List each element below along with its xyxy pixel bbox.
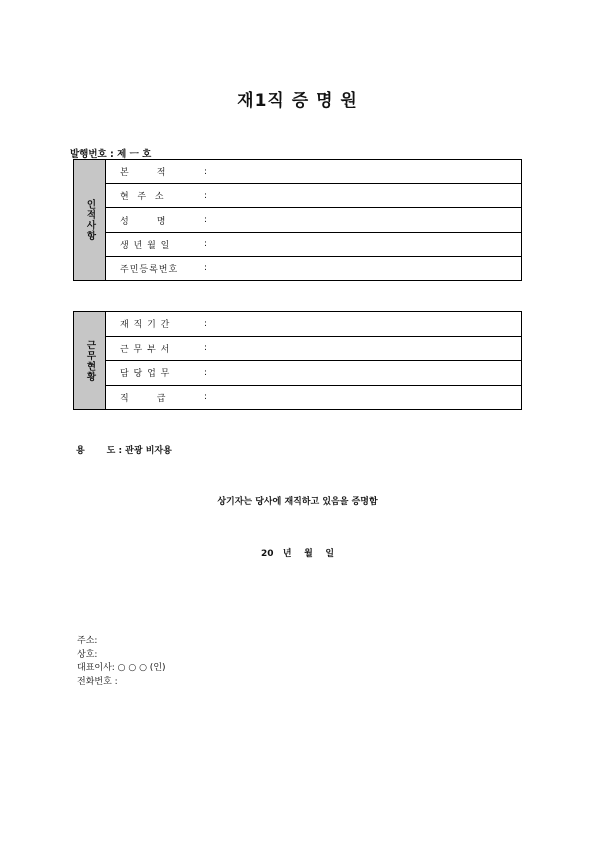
company-address: 주소: xyxy=(77,636,98,646)
row-label: 본 적 xyxy=(120,168,167,179)
personal-row-birthdate xyxy=(106,233,521,257)
personal-info-side-label: 인적사항 xyxy=(84,199,96,241)
personal-row-name xyxy=(106,208,521,232)
certification-statement: 상기자는 당사에 재직하고 있음을 증명함 xyxy=(217,497,378,507)
personal-info-table xyxy=(73,159,522,281)
row-colon: : xyxy=(204,263,208,274)
row-colon: : xyxy=(204,166,208,177)
work-row-department xyxy=(106,337,521,362)
company-info xyxy=(77,635,166,689)
row-colon: : xyxy=(204,343,208,354)
work-status-table xyxy=(73,311,522,410)
row-label: 생 년 월 일 xyxy=(120,240,171,251)
row-colon: : xyxy=(204,239,208,250)
row-colon: : xyxy=(204,215,208,225)
row-label: 직 급 xyxy=(120,393,167,404)
row-label: 근 무 부 서 xyxy=(120,344,171,355)
work-status-side xyxy=(74,312,106,409)
personal-info-side xyxy=(74,160,106,280)
row-label: 주민등록번호 xyxy=(120,264,179,275)
row-colon: : xyxy=(204,392,208,403)
document-title: 재1직 증 명 원 xyxy=(237,91,358,111)
work-row-duty xyxy=(106,361,521,386)
row-label: 재 직 기 간 xyxy=(120,320,171,331)
work-row-rank xyxy=(106,386,521,410)
usage-purpose: 용 도 : 관광 비자용 xyxy=(76,446,172,456)
issue-date: 20 년 월 일 xyxy=(260,549,335,559)
row-label: 현 주 소 xyxy=(120,192,165,203)
work-row-period xyxy=(106,312,521,337)
company-name: 상호: xyxy=(77,649,98,660)
company-ceo: 대표이사: ○ ○ ○ (인) xyxy=(77,663,166,673)
work-status-side-label: 근무현황 xyxy=(84,339,96,382)
row-colon: : xyxy=(204,190,208,201)
row-label: 담 당 업 무 xyxy=(120,369,171,380)
row-label: 성 명 xyxy=(120,216,167,227)
row-colon: : xyxy=(204,318,208,329)
personal-row-domicile xyxy=(106,160,521,184)
personal-row-address xyxy=(106,184,521,208)
personal-row-resident-number xyxy=(106,257,521,280)
issue-number: 발행번호 : 제 ㅡ 호 xyxy=(70,149,152,160)
company-phone: 전화번호 : xyxy=(77,676,118,687)
row-colon: : xyxy=(204,367,208,378)
